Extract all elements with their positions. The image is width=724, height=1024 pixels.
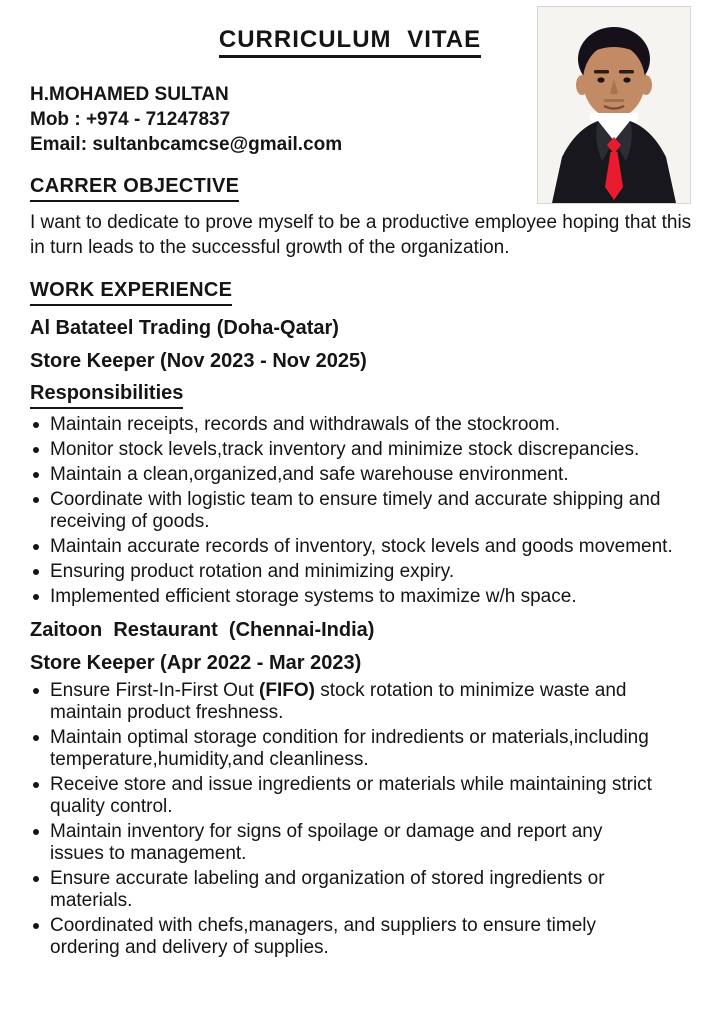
responsibility-item: Maintain inventory for signs of spoilage or damage and report any issues to management. — [30, 821, 652, 865]
fifo-post: stock rotation to minimize waste and maintain product freshness. — [50, 680, 627, 723]
left-eye-shape — [597, 77, 604, 82]
portrait-photo — [538, 7, 690, 203]
contact-mobile-label: Mob : — [30, 109, 86, 130]
job2-company: Zaitoon Restaurant (Chennai-India) — [30, 619, 375, 641]
job2-responsibility-list — [30, 680, 652, 959]
contact-name: H.MOHAMED SULTAN — [30, 84, 229, 105]
job1-responsibility-list — [30, 414, 678, 608]
fifo-bold: (FIFO) — [259, 680, 315, 701]
responsibility-item: Receive store and issue ingredients or materials while maintaining strict quality control. — [30, 774, 652, 818]
responsibility-item: Ensure accurate labeling and organization of stored ingredients or materials. — [30, 868, 652, 912]
right-eye-shape — [623, 77, 630, 82]
portrait-photo-graphic — [538, 7, 690, 203]
contact-mobile-value: +974 - 71247837 — [85, 109, 231, 130]
responsibility-item: Coordinated with chefs,managers, and suppliers to ensure timely ordering and delivery of supplies. — [30, 915, 652, 959]
responsibility-item: Maintain receipts, records and withdrawals of the stockroom. — [30, 414, 678, 436]
responsibility-item: Coordinate with logistic team to ensure timely and accurate shipping and receiving of goods. — [30, 489, 678, 533]
contact-email-label: Email: — [30, 134, 93, 155]
contact-email-value: sultanbcamcse@gmail.com — [92, 134, 343, 155]
job2-role: Store Keeper (Apr 2022 - Mar 2023) — [30, 652, 362, 674]
page-title-text: CURRICULUM VITAE — [219, 26, 481, 58]
responsibility-item: Maintain a clean,organized,and safe warehouse environment. — [30, 464, 678, 486]
career-objective-heading: CARRER OBJECTIVE — [30, 175, 700, 202]
job1-responsibilities-heading: Responsibilities — [30, 382, 700, 409]
work-experience-heading: WORK EXPERIENCE — [30, 279, 700, 306]
mustache-shape — [604, 99, 624, 102]
responsibility-item: Implemented efficient storage systems to maximize w/h space. — [30, 586, 678, 608]
job1-company: Al Batateel Trading (Doha-Qatar) — [30, 317, 339, 339]
fifo-pre: Ensure First-In-First Out — [50, 680, 260, 701]
responsibility-item: Maintain accurate records of inventory, stock levels and goods movement. — [30, 536, 678, 558]
responsibility-item — [30, 680, 652, 724]
job1-role: Store Keeper (Nov 2023 - Nov 2025) — [30, 350, 367, 372]
responsibility-item: Monitor stock levels,track inventory and minimize stock discrepancies. — [30, 439, 678, 461]
responsibility-item: Ensuring product rotation and minimizing expiry. — [30, 561, 678, 583]
responsibility-item: Maintain optimal storage condition for indredients or materials,including temperature,humidity,and cleanliness. — [30, 727, 652, 771]
right-eyebrow-shape — [619, 70, 634, 74]
left-eyebrow-shape — [594, 70, 609, 74]
career-objective-text: I want to dedicate to prove myself to be a productive employee hoping that this in turn leads to the successful growth of the organization. — [30, 212, 692, 258]
